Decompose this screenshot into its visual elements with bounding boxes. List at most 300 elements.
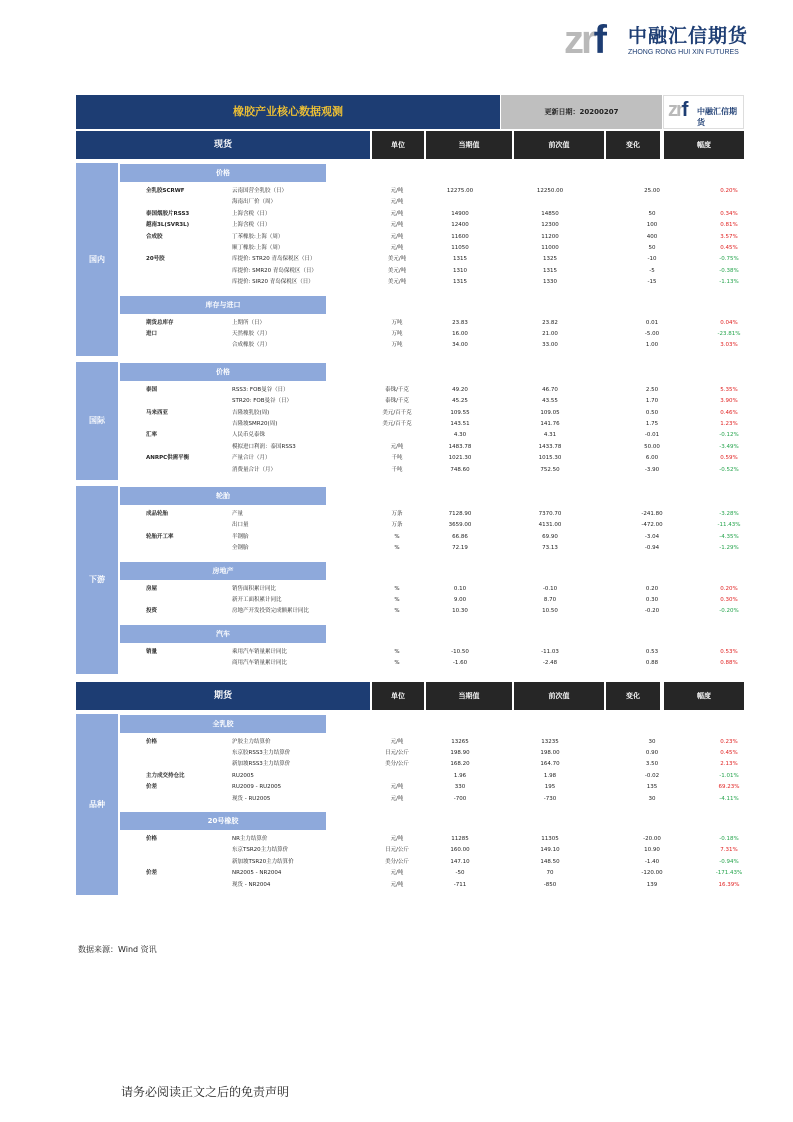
cell-previous: -730 — [543, 795, 557, 802]
section-header — [76, 682, 744, 710]
table-row — [120, 209, 744, 220]
cell-change: -3.04 — [644, 533, 660, 540]
cell-indicator: 房地产开发投资完成额累计同比 — [232, 608, 310, 615]
cell-unit: 千吨 — [391, 455, 403, 462]
cell-indicator: RU2005 — [232, 772, 254, 779]
cell-indicator: 云南国营全乳胶（日） — [232, 188, 288, 194]
group-label: 国际 — [76, 362, 118, 480]
cell-pct: 0.59% — [720, 455, 738, 462]
cell-indicator: 出口量 — [232, 522, 249, 529]
cell-previous: 12250.00 — [536, 188, 564, 194]
cell-pct: 2.13% — [720, 761, 738, 768]
cell-change: 135 — [646, 784, 658, 791]
cell-pct: -1.13% — [719, 279, 739, 286]
cell-pct: -4.35% — [719, 533, 739, 540]
cell-change: 0.88 — [645, 660, 659, 667]
cell-unit: 美元/百千克 — [382, 409, 412, 416]
cell-change: -5.00 — [644, 331, 660, 337]
cell-previous: 4131.00 — [538, 522, 562, 529]
cell-item: 20号胶 — [146, 256, 165, 263]
cell-current: 45.25 — [452, 398, 468, 405]
cell-indicator: 合成橡胶（月） — [232, 342, 271, 349]
cell-previous: 141.76 — [540, 420, 560, 427]
update-date: 更新日期：20200207 — [501, 95, 662, 129]
cell-change: 6.00 — [645, 455, 659, 462]
cell-change: 0.01 — [645, 319, 659, 326]
cell-current: 143.51 — [450, 420, 470, 427]
cell-indicator: 现货 - NR2004 — [232, 881, 271, 888]
cell-item: 投资 — [146, 608, 158, 615]
cell-item: 汇率 — [146, 432, 158, 439]
cell-current: 9.00 — [453, 596, 467, 603]
cell-pct: 0.04% — [720, 319, 738, 326]
cell-item: 价差 — [146, 870, 158, 877]
column-header-unit: 单位 — [372, 131, 424, 159]
cell-current: 109.55 — [450, 409, 470, 416]
cell-change: 0.30 — [645, 596, 659, 603]
cell-indicator: 东京胶RSS3主力结算价 — [232, 749, 291, 756]
table-row — [120, 329, 744, 340]
section-title: 期货 — [76, 682, 370, 710]
cell-previous: 69.90 — [542, 533, 558, 540]
cell-item: 成品轮胎 — [146, 510, 169, 517]
cell-indicator: 商用汽车销量累计同比 — [232, 660, 288, 667]
cell-indicator: 沪胶主力结算价 — [232, 738, 271, 745]
table-row — [120, 845, 744, 856]
table-row — [120, 880, 744, 891]
small-logo: zrf 中融汇信期货 — [663, 95, 744, 129]
cell-pct: -0.52% — [719, 466, 739, 473]
cell-indicator: 半钢胎 — [232, 533, 249, 540]
cell-unit: 元/吨 — [390, 870, 404, 877]
cell-unit: 元/吨 — [390, 835, 404, 842]
cell-indicator: 顺丁橡胶:上海（周） — [232, 245, 284, 251]
cell-pct: 0.20% — [720, 188, 738, 194]
cell-current: 12400 — [451, 222, 469, 229]
subsection-header: 价格 — [120, 164, 326, 182]
cell-indicator: 新开工面积累计同比 — [232, 596, 282, 603]
cell-pct: 5.35% — [720, 386, 738, 393]
logo-cn-name: 中融汇信期货 — [628, 25, 749, 47]
cell-item: 马来西亚 — [146, 409, 169, 416]
cell-pct: -0.20% — [719, 608, 739, 615]
cell-change: 50 — [648, 245, 656, 251]
cell-change: 10.90 — [644, 847, 660, 854]
cell-previous: 12300 — [541, 222, 559, 229]
cell-unit: 元/吨 — [390, 199, 404, 206]
cell-indicator: 东京TSR20主力结算价 — [232, 847, 289, 854]
cell-unit: 泰铢/千克 — [385, 398, 409, 405]
cell-item: 进口 — [146, 331, 158, 337]
cell-indicator: 吉隆坡SMR20(周) — [232, 420, 278, 427]
cell-pct: 7.31% — [720, 847, 738, 854]
cell-pct: 0.53% — [720, 648, 738, 655]
cell-previous: 43.55 — [542, 398, 558, 405]
cell-current: 12275.00 — [446, 188, 474, 194]
cell-change: -15 — [647, 279, 657, 286]
group-label: 品种 — [76, 714, 118, 895]
cell-change: 0.53 — [645, 648, 659, 655]
cell-previous: 4.31 — [543, 432, 557, 439]
cell-current: 14900 — [451, 210, 469, 217]
cell-current: 3659.00 — [448, 522, 472, 529]
cell-pct: -4.11% — [719, 795, 739, 802]
cell-indicator: 现货 - RU2005 — [232, 795, 271, 802]
table-row — [120, 442, 744, 453]
table-row — [120, 606, 744, 617]
cell-previous: 109.05 — [540, 409, 560, 416]
table-row — [120, 266, 744, 277]
cell-current: -700 — [453, 795, 467, 802]
cell-item: 销量 — [146, 648, 158, 655]
cell-item: 期货总库存 — [146, 319, 174, 326]
cell-previous: 11305 — [541, 835, 559, 842]
table-row — [120, 771, 744, 782]
cell-current: 160.00 — [450, 847, 470, 854]
cell-unit: % — [394, 660, 400, 667]
cell-indicator: 人民币兑泰铢 — [232, 432, 266, 439]
cell-indicator: 上海含税（日） — [232, 222, 271, 229]
cell-pct: 0.45% — [720, 245, 738, 251]
table-row — [120, 254, 744, 265]
cell-current: 11285 — [451, 835, 469, 842]
table-row — [120, 782, 744, 793]
cell-change: 25.00 — [644, 188, 660, 194]
cell-previous: 149.10 — [540, 847, 560, 854]
cell-unit: 元/吨 — [390, 188, 404, 194]
cell-change: 3.50 — [645, 761, 659, 768]
cell-current: 1.96 — [453, 772, 467, 779]
cell-current: 4.30 — [453, 432, 467, 439]
cell-pct: -0.12% — [719, 432, 739, 439]
cell-pct: -0.38% — [719, 267, 739, 274]
cell-change: -0.94 — [644, 545, 660, 552]
cell-pct: 0.46% — [720, 409, 738, 416]
cell-change: -0.01 — [644, 432, 660, 439]
cell-unit: % — [394, 608, 400, 615]
cell-item: 价格 — [146, 835, 158, 842]
cell-current: 11050 — [451, 245, 469, 251]
cell-change: 139 — [646, 881, 658, 888]
cell-previous: 164.70 — [540, 761, 560, 768]
column-header-current: 当期值 — [426, 131, 512, 159]
cell-previous: -0.10 — [542, 585, 558, 592]
table-row — [120, 658, 744, 669]
cell-unit: % — [394, 596, 400, 603]
cell-change: -1.40 — [644, 858, 660, 865]
table-row — [120, 595, 744, 606]
cell-change: -5 — [649, 267, 655, 274]
cell-unit: 元/吨 — [390, 881, 404, 888]
column-header-change: 变化 — [606, 131, 660, 159]
cell-current: 1315 — [453, 279, 467, 286]
column-header-current: 当期值 — [426, 682, 512, 710]
table-row — [120, 220, 744, 231]
group-futures — [76, 714, 744, 897]
table-row — [120, 419, 744, 430]
cell-previous: 1433.78 — [538, 443, 562, 450]
cell-pct: 1.23% — [720, 420, 738, 427]
table-row — [120, 748, 744, 759]
cell-change: -10 — [647, 256, 657, 263]
subsection-header: 轮胎 — [120, 487, 326, 505]
cell-unit: 万吨 — [391, 342, 403, 349]
cell-unit: 元/吨 — [390, 222, 404, 229]
cell-change: -120.00 — [641, 870, 663, 877]
cell-item: 房屋 — [146, 585, 158, 592]
cell-unit: 美分/公斤 — [385, 858, 409, 865]
table-row — [120, 197, 744, 208]
cell-current: 1315 — [453, 256, 467, 263]
company-logo — [564, 18, 774, 62]
cell-indicator: NR主力结算价 — [232, 835, 268, 842]
cell-change: 0.20 — [645, 585, 659, 592]
cell-current: -10.50 — [451, 648, 469, 655]
cell-previous: 7370.70 — [538, 510, 562, 517]
cell-pct: -0.75% — [719, 256, 739, 263]
cell-indicator: 消费量合计（月） — [232, 466, 277, 473]
cell-current: 147.10 — [450, 858, 470, 865]
cell-change: -0.02 — [644, 772, 660, 779]
cell-current: 748.60 — [450, 466, 470, 473]
cell-current: 1021.30 — [448, 455, 472, 462]
cell-unit: 万吨 — [391, 319, 403, 326]
cell-indicator: 海南出厂价（周） — [232, 199, 277, 206]
subsection-header: 全乳胶 — [120, 715, 326, 733]
cell-change: -20.00 — [643, 835, 661, 842]
cell-previous: 11200 — [541, 233, 559, 240]
cell-pct: 0.23% — [720, 738, 738, 745]
cell-current: -1.60 — [452, 660, 468, 667]
cell-change: -472.00 — [641, 522, 663, 529]
table-row — [120, 318, 744, 329]
cell-indicator: 库提价: SMR20 青岛保税区（日） — [232, 267, 317, 274]
cell-indicator: 模拟进口利润：泰国RSS3 — [232, 443, 296, 450]
cell-unit: % — [394, 545, 400, 552]
group-downstream — [76, 486, 744, 676]
cell-unit: 元/吨 — [390, 210, 404, 217]
table-row — [120, 794, 744, 805]
cell-pct: 69.23% — [718, 784, 740, 791]
cell-previous: 1315 — [543, 267, 557, 274]
cell-current: 16.00 — [452, 331, 468, 337]
column-header-change: 变化 — [606, 682, 660, 710]
cell-current: 11600 — [451, 233, 469, 240]
cell-previous: 11000 — [541, 245, 559, 251]
cell-unit: 美元/吨 — [387, 279, 407, 286]
cell-item: 价格 — [146, 738, 158, 745]
cell-unit: 美分/公斤 — [385, 761, 409, 768]
cell-item: 泰国烟胶片RSS3 — [146, 210, 190, 217]
table-row — [120, 857, 744, 868]
cell-unit: 元/吨 — [390, 795, 404, 802]
table-row — [120, 465, 744, 476]
cell-current: 23.83 — [452, 319, 468, 326]
cell-current: 13265 — [451, 738, 469, 745]
cell-pct: 3.03% — [720, 342, 738, 349]
column-header-pct: 幅度 — [664, 682, 744, 710]
cell-unit: 泰铢/千克 — [385, 386, 409, 393]
cell-change: 0.50 — [645, 409, 659, 416]
table-row — [120, 186, 744, 197]
cell-previous: 73.13 — [542, 545, 558, 552]
cell-pct: 0.45% — [720, 749, 738, 756]
table-row — [120, 737, 744, 748]
cell-unit: 美元/吨 — [387, 256, 407, 263]
cell-indicator: 上海含税（日） — [232, 210, 271, 217]
cell-pct: -11.43% — [717, 522, 741, 529]
cell-previous: 13235 — [541, 738, 559, 745]
cell-indicator: NR2005 - NR2004 — [232, 870, 282, 877]
cell-previous: 195 — [544, 784, 556, 791]
cell-change: -0.20 — [644, 608, 660, 615]
cell-indicator: 乘用汽车销量累计同比 — [232, 648, 288, 655]
cell-pct: -0.94% — [719, 858, 739, 865]
cell-previous: -11.03 — [541, 648, 559, 655]
cell-previous: 21.00 — [542, 331, 558, 337]
cell-previous: 10.50 — [542, 608, 558, 615]
cell-item: 轮胎开工率 — [146, 533, 174, 540]
cell-current: -50 — [455, 870, 465, 877]
cell-current: 198.90 — [450, 749, 470, 756]
cell-change: 50 — [648, 210, 656, 217]
cell-change: 50.00 — [644, 443, 660, 450]
table-row — [120, 243, 744, 254]
cell-unit: 美元/吨 — [387, 267, 407, 274]
cell-unit: 日元/公斤 — [385, 847, 409, 854]
cell-indicator: 销售面积累计同比 — [232, 585, 277, 592]
column-header-pct: 幅度 — [664, 131, 744, 159]
cell-previous: 14850 — [541, 210, 559, 217]
cell-change: 400 — [646, 233, 658, 240]
cell-previous: 1015.30 — [538, 455, 562, 462]
column-header-previous: 前次值 — [514, 682, 604, 710]
cell-unit: 日元/公斤 — [385, 749, 409, 756]
logo-en-name: ZHONG RONG HUI XIN FUTURES — [628, 49, 739, 56]
cell-previous: 148.50 — [540, 858, 560, 865]
cell-unit: 元/吨 — [390, 784, 404, 791]
section-header — [76, 131, 744, 159]
cell-pct: 0.34% — [720, 210, 738, 217]
cell-pct: -3.49% — [719, 443, 739, 450]
section-title: 现货 — [76, 131, 370, 159]
cell-previous: 1330 — [543, 279, 557, 286]
subsection-header: 20号橡胶 — [120, 812, 326, 830]
cell-previous: 33.00 — [542, 342, 558, 349]
cell-item: 泰国 — [146, 386, 158, 393]
data-source: 数据来源：Wind 资讯 — [78, 945, 157, 954]
column-header-previous: 前次值 — [514, 131, 604, 159]
subsection-header: 汽车 — [120, 625, 326, 643]
table-row — [120, 408, 744, 419]
cell-current: 34.00 — [452, 342, 468, 349]
table-row — [120, 453, 744, 464]
cell-previous: 46.70 — [542, 386, 558, 393]
cell-indicator: 库提价: SIR20 青岛保税区（日） — [232, 279, 314, 286]
table-row — [120, 396, 744, 407]
cell-indicator: RU2009 - RU2005 — [232, 784, 282, 791]
cell-unit: 千吨 — [391, 466, 403, 473]
data-sheet — [76, 95, 744, 897]
cell-indicator: 库提价: STR20 青岛保税区（日） — [232, 256, 316, 263]
cell-unit: 元/吨 — [390, 233, 404, 240]
cell-pct: -1.29% — [719, 545, 739, 552]
table-row — [120, 340, 744, 351]
cell-change: -3.90 — [644, 466, 660, 473]
cell-current: 168.20 — [450, 761, 470, 768]
subsection-header: 价格 — [120, 363, 326, 381]
table-row — [120, 834, 744, 845]
cell-unit: 元/吨 — [390, 443, 404, 450]
cell-pct: 16.39% — [718, 881, 740, 888]
cell-current: -711 — [453, 881, 467, 888]
cell-indicator: 上期所（日） — [232, 319, 266, 326]
cell-unit: 万条 — [391, 522, 403, 529]
cell-unit: % — [394, 585, 400, 592]
cell-item: 合成胶 — [146, 233, 163, 240]
cell-indicator: 新加坡TSR20主力结算价 — [232, 858, 294, 865]
cell-indicator: 吉隆坡乳胶(周) — [232, 409, 270, 416]
cell-pct: -3.28% — [719, 510, 739, 517]
cell-indicator: STR20: FOB曼谷（日） — [232, 398, 293, 405]
cell-current: 1483.78 — [448, 443, 472, 450]
cell-previous: -850 — [543, 881, 557, 888]
cell-current: 7128.90 — [448, 510, 472, 517]
cell-current: 330 — [454, 784, 466, 791]
cell-current: 66.86 — [452, 533, 468, 540]
cell-change: 100 — [646, 222, 658, 229]
subsection-header: 房地产 — [120, 562, 326, 580]
cell-change: 2.50 — [645, 386, 659, 393]
table-row — [120, 868, 744, 879]
table-row — [120, 277, 744, 288]
cell-unit: 美元/百千克 — [382, 420, 412, 427]
table-row — [120, 385, 744, 396]
cell-pct: -23.81% — [717, 331, 741, 337]
cell-unit: 万条 — [391, 510, 403, 517]
cell-change: 30 — [648, 738, 656, 745]
cell-item: ANRPC供需平衡 — [146, 455, 190, 462]
cell-current: 49.20 — [452, 386, 468, 393]
cell-change: -241.80 — [641, 510, 663, 517]
cell-indicator: 全钢胎 — [232, 545, 249, 552]
table-row — [120, 759, 744, 770]
cell-previous: 198.00 — [540, 749, 560, 756]
group-international — [76, 362, 744, 482]
group-label: 国内 — [76, 163, 118, 356]
table-row — [120, 584, 744, 595]
cell-pct: 0.30% — [720, 596, 738, 603]
table-row — [120, 509, 744, 520]
column-header-unit: 单位 — [372, 682, 424, 710]
cell-unit: 万吨 — [391, 331, 403, 337]
sheet-title: 橡胶产业核心数据观测 — [76, 95, 500, 129]
table-row — [120, 543, 744, 554]
logo-mark: zrf — [564, 18, 604, 62]
cell-indicator: 新加坡RSS3主力结算价 — [232, 761, 291, 768]
cell-pct: 0.20% — [720, 585, 738, 592]
cell-previous: 8.70 — [543, 596, 557, 603]
cell-indicator: RSS3: FOB曼谷（日） — [232, 386, 289, 393]
cell-pct: 0.88% — [720, 660, 738, 667]
cell-item: 主力成交持仓比 — [146, 772, 185, 779]
cell-previous: -2.48 — [542, 660, 558, 667]
cell-current: 0.10 — [453, 585, 467, 592]
cell-previous: 752.50 — [540, 466, 560, 473]
group-label: 下游 — [76, 486, 118, 674]
cell-indicator: 产量合计（月） — [232, 455, 271, 462]
cell-pct: 0.81% — [720, 222, 738, 229]
